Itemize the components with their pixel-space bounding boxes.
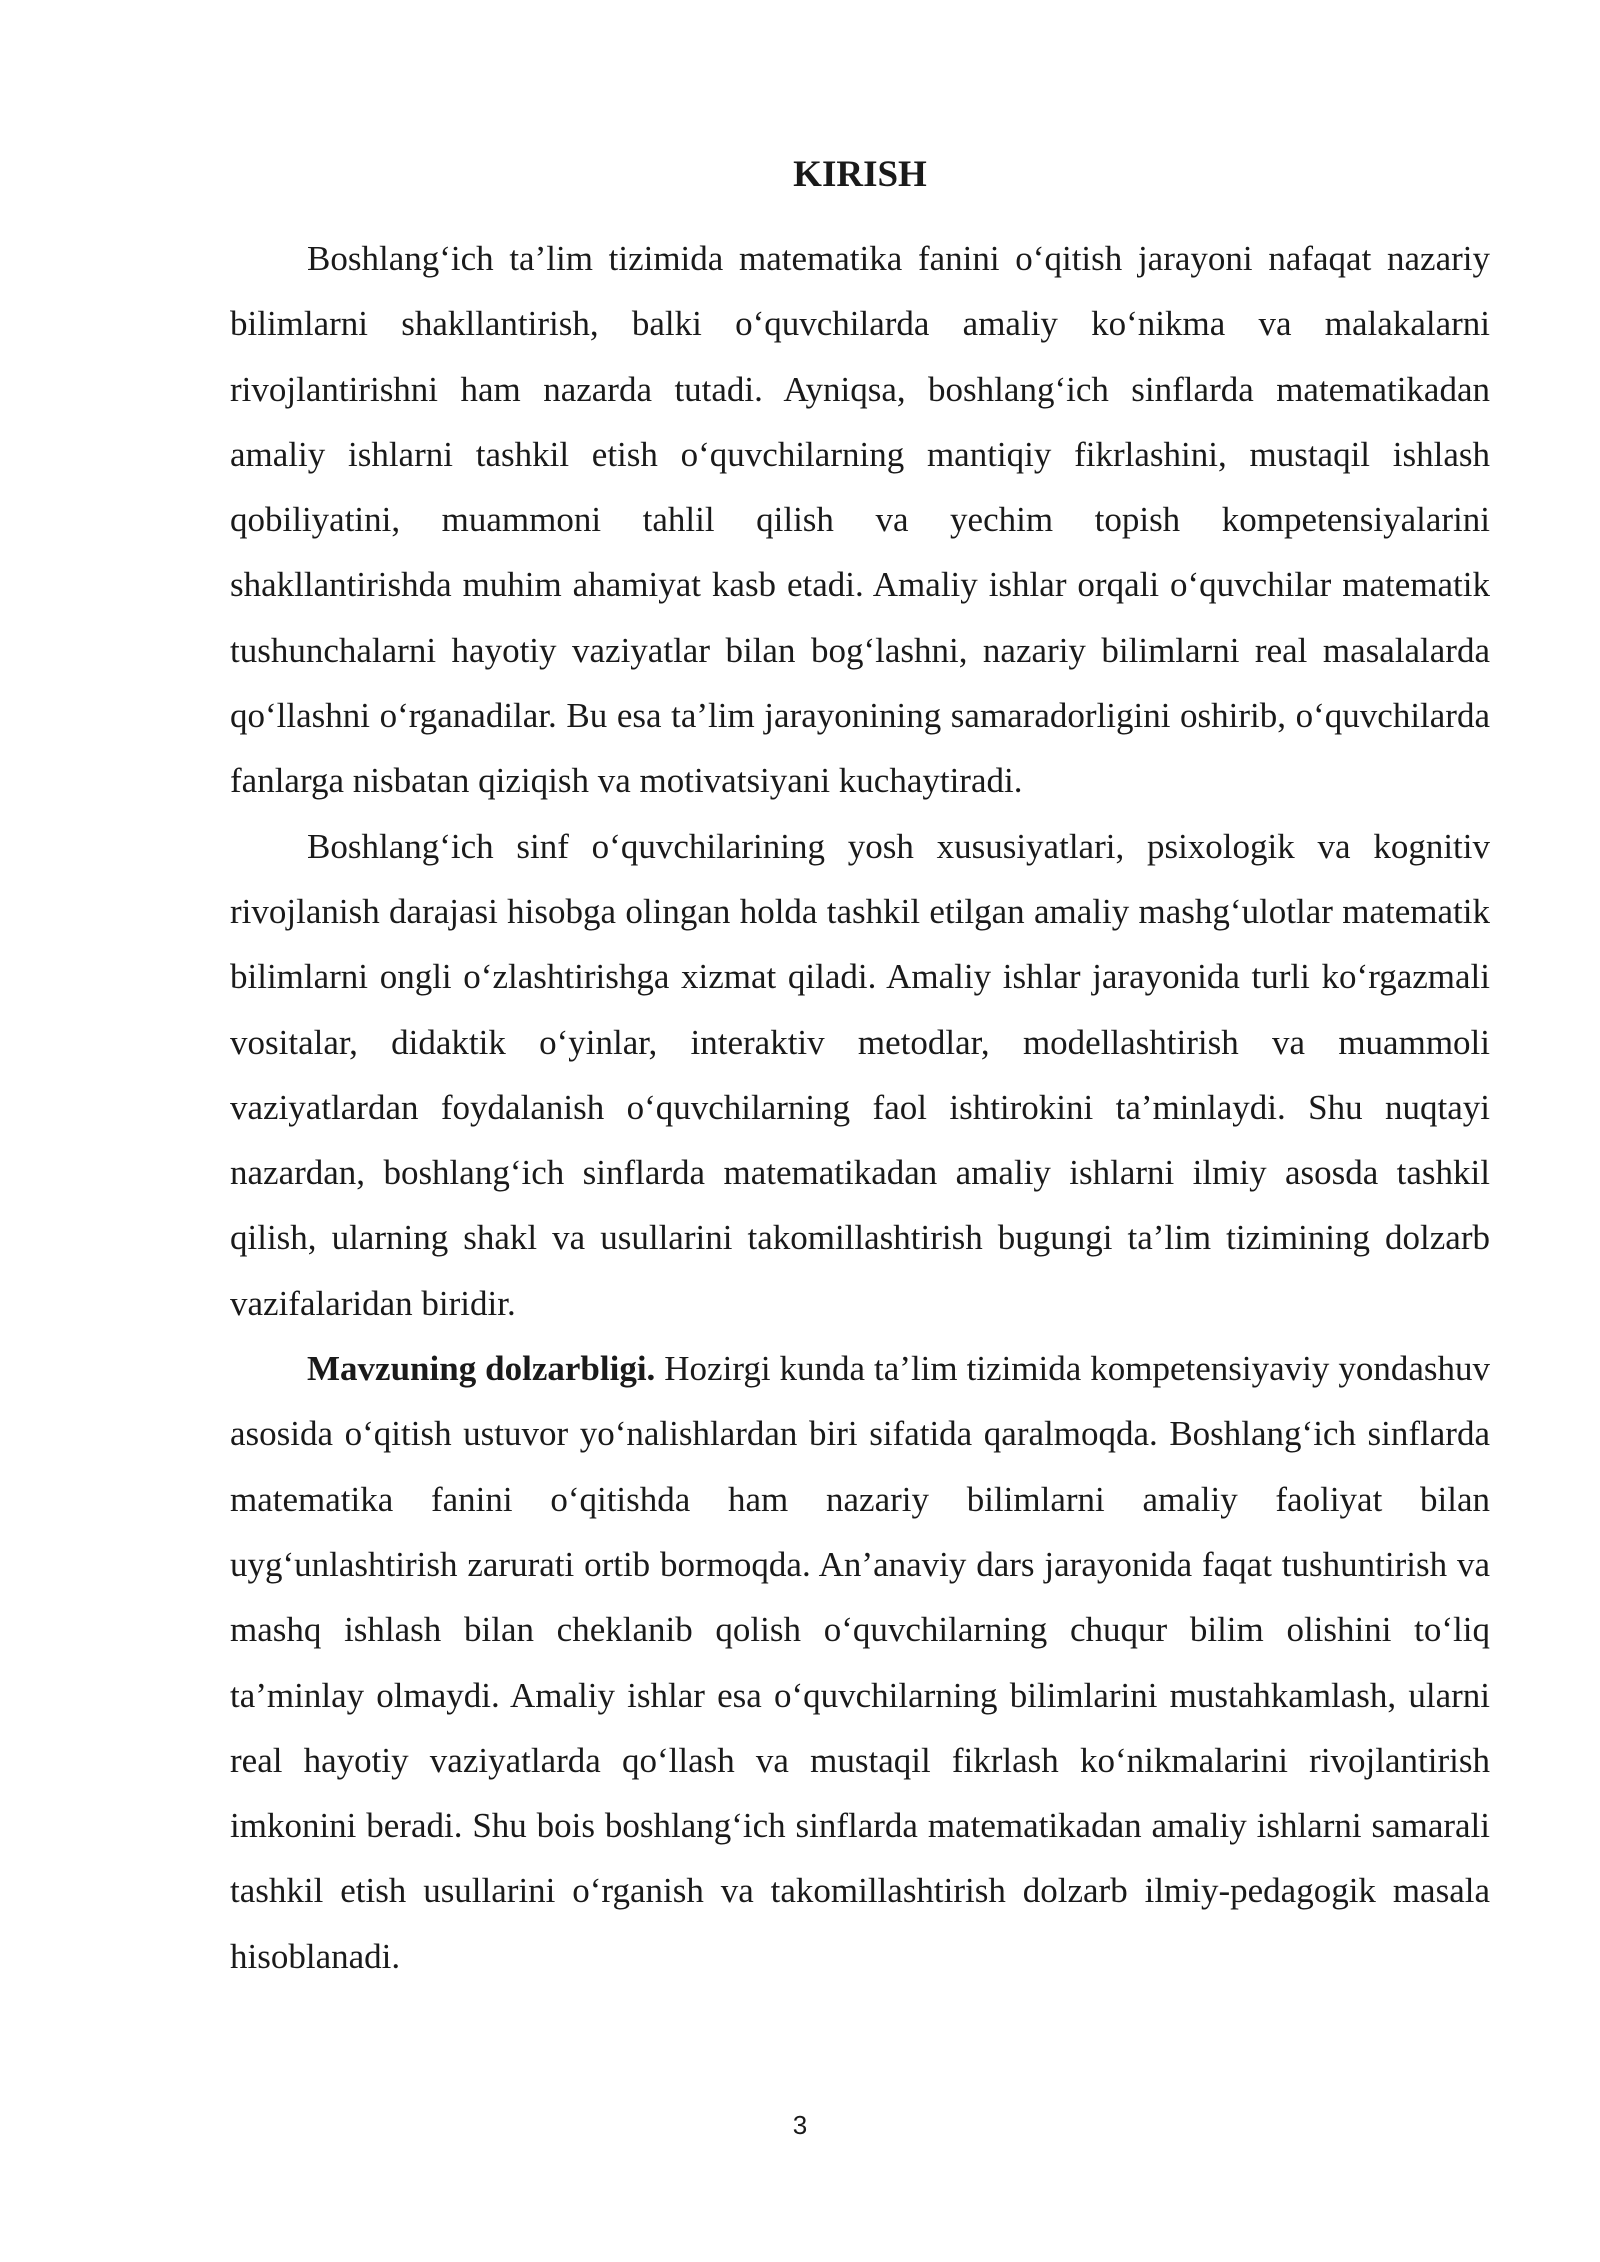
paragraph-2-text: Boshlang‘ich sinf o‘quvchilarining yosh xususiyatlari, psixologik va kognitiv rivojlanish darajasi hisobga olingan holda tashkil etilgan amaliy mashg‘ulotlar matematik bilimlarni ongli o‘zlashtirishga xizmat qiladi. Amaliy ishlar jarayonida turli ko‘rgazmali vositalar, didaktik o‘yinlar, interaktiv metodlar, modellashtirish va muammoli vaziyatlardan foydalanish o‘quvchilarning faol ishtirokini ta’minlaydi. Shu nuqtayi nazardan, boshlang‘ich sinflarda matematikadan amaliy ishlarni ilmiy asosda tashkil qilish, ularning shakl va usullarini takomillashtirish bugungi ta’lim tizimining dolzarb vazifalaridan biridir.: [230, 826, 1490, 1323]
body-text: [230, 226, 1490, 1989]
page-number: 3: [792, 2110, 808, 2140]
paragraph-2: [230, 814, 1490, 1336]
paragraph-3-lead: Mavzuning dolzarbligi.: [307, 1349, 656, 1389]
section-title: KIRISH: [793, 154, 927, 195]
paragraph-3-text: Hozirgi kunda ta’lim tizimida kompetensiyaviy yondashuv asosida o‘qitish ustuvor yo‘nalishlardan biri sifatida qaralmoqda. Boshlang‘ich sinflarda matematika fanini o‘qitishda ham nazariy bilimlarni amaliy faoliyat bilan uyg‘unlashtirish zarurati ortib bormoqda. An’anaviy dars jarayonida faqat tushuntirish va mashq ishlash bilan cheklanib qolish o‘quvchilarning chuqur bilim olishini to‘liq ta’minlay olmaydi. Amaliy ishlar esa o‘quvchilarning bilimlarini mustahkamlash, ularni real hayotiy vaziyatlarda qo‘llash va mustaqil fikrlash ko‘nikmalarini rivojlantirish imkonini beradi. Shu bois boshlang‘ich sinflarda matematikadan amaliy ishlarni samarali tashkil etish usullarini o‘rganish va takomillashtirish dolzarb ilmiy-pedagogik masala hisoblanadi.: [230, 1349, 1490, 1976]
paragraph-1: [230, 226, 1490, 814]
paragraph-1-text: Boshlang‘ich ta’lim tizimida matematika fanini o‘qitish jarayoni nafaqat nazariy bilimlarni shakllantirish, balki o‘quvchilarda amaliy ko‘nikma va malakalarni rivojlantirishni ham nazarda tutadi. Ayniqsa, boshlang‘ich sinflarda matematikadan amaliy ishlarni tashkil etish o‘quvchilarning mantiqiy fikrlashini, mustaqil ishlash qobiliyatini, muammoni tahlil qilish va yechim topish kompetensiyalarini shakllantirishda muhim ahamiyat kasb etadi. Amaliy ishlar orqali o‘quvchilar matematik tushunchalarni hayotiy vaziyatlar bilan bog‘lashni, nazariy bilimlarni real masalalarda qo‘llashni o‘rganadilar. Bu esa ta’lim jarayonining samaradorligini oshirib, o‘quvchilarda fanlarga nisbatan qiziqish va motivatsiyani kuchaytiradi.: [230, 239, 1490, 801]
paragraph-3: [230, 1336, 1490, 1989]
